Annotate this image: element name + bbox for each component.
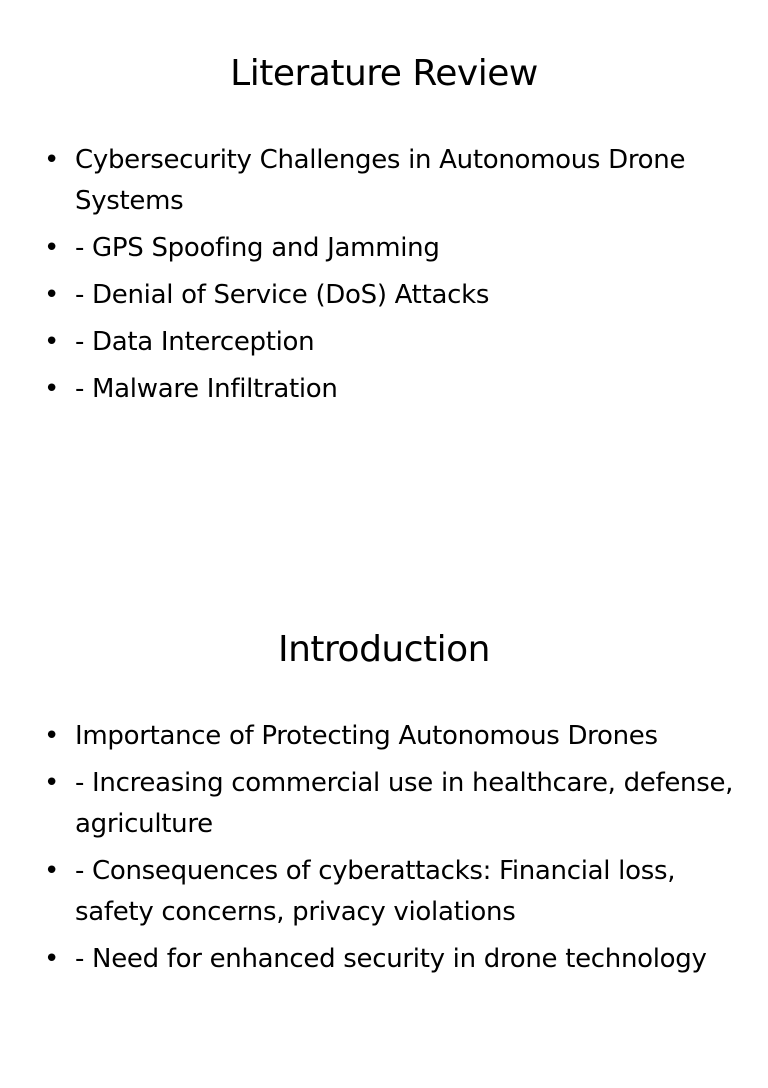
bullet-dot-icon: • (44, 721, 60, 751)
bullet-item (44, 716, 734, 757)
bullet-dot-icon: • (44, 233, 60, 263)
slide-literature-review (0, 0, 768, 512)
bullet-text: - Data Interception (75, 327, 315, 357)
bullet-dot-icon: • (44, 768, 60, 798)
bullet-item (44, 140, 734, 222)
bullet-item (44, 851, 734, 933)
bullet-text: - Increasing commercial use in healthcare, defense, agriculture (75, 768, 734, 839)
bullet-text: Cybersecurity Challenges in Autonomous Drone Systems (75, 145, 686, 216)
bullet-list (44, 140, 734, 416)
slide-introduction (0, 576, 768, 1088)
bullet-item (44, 228, 734, 269)
bullet-dot-icon: • (44, 327, 60, 357)
bullet-text: Importance of Protecting Autonomous Drones (75, 721, 658, 751)
bullet-list (44, 716, 734, 986)
bullet-dot-icon: • (44, 856, 60, 886)
bullet-text: - Malware Infiltration (75, 374, 338, 404)
bullet-text: - GPS Spoofing and Jamming (75, 233, 440, 263)
bullet-text: - Consequences of cyberattacks: Financial loss, safety concerns, privacy violations (75, 856, 676, 927)
bullet-text: - Denial of Service (DoS) Attacks (75, 280, 490, 310)
slide-title: Literature Review (230, 53, 538, 94)
bullet-item (44, 763, 734, 845)
bullet-item (44, 369, 734, 410)
slide-title: Introduction (277, 629, 490, 670)
bullet-item (44, 275, 734, 316)
bullet-dot-icon: • (44, 944, 60, 974)
bullet-dot-icon: • (44, 145, 60, 175)
bullet-text: - Need for enhanced security in drone technology (75, 944, 707, 974)
bullet-item (44, 322, 734, 363)
bullet-item (44, 939, 734, 980)
bullet-dot-icon: • (44, 280, 60, 310)
bullet-dot-icon: • (44, 374, 60, 404)
